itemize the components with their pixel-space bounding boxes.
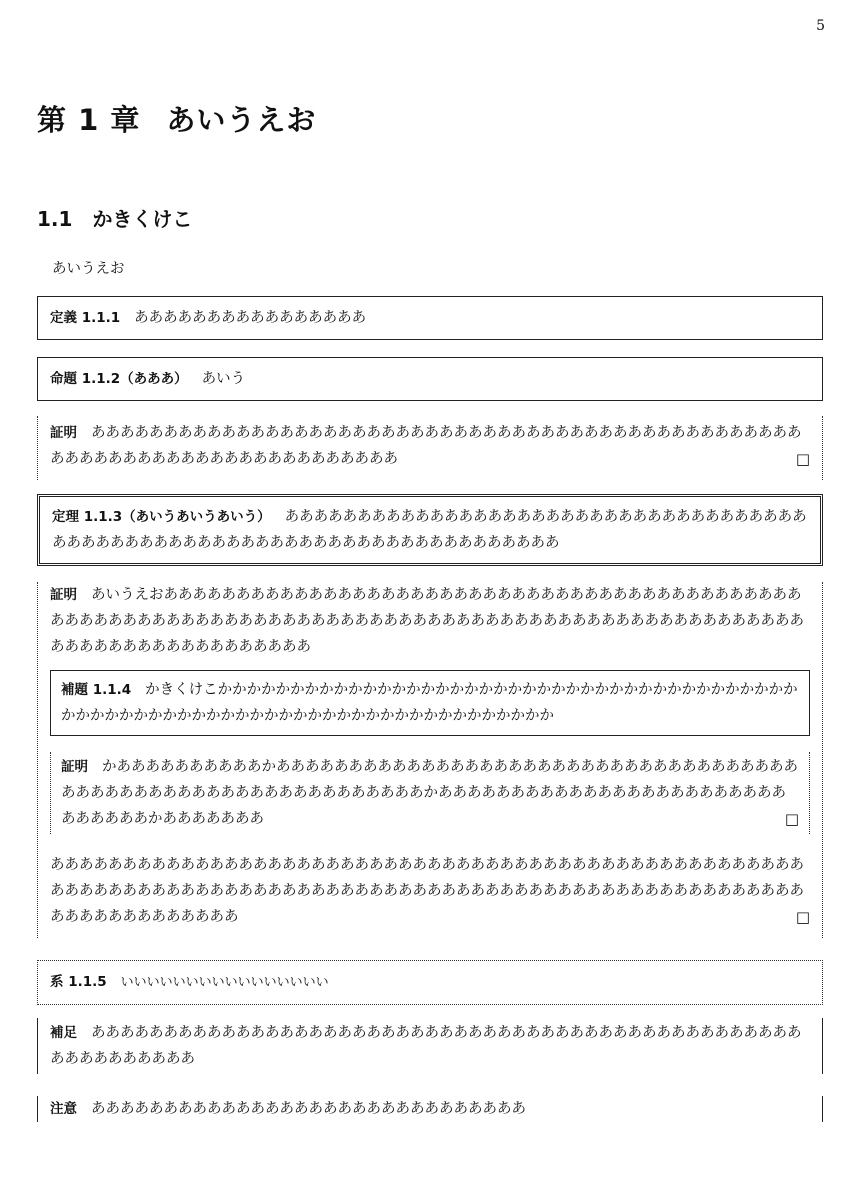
lemma-text: かきくけこかかかかかかかかかかかかかかかかかかかかかかかかかかかかかかかかかかかかかかかかかかかかかかかかかかかかかかかかかかかかかかかかかかかかかかかかかか — [61, 682, 798, 724]
proof-1-label: 証明 — [50, 425, 77, 441]
corollary-text: いいいいいいいいいいいいいいいい — [120, 975, 329, 990]
lemma-body — [61, 677, 799, 729]
theorem-body — [52, 504, 808, 556]
proof-2-body — [50, 582, 810, 660]
proof-2-continuation: あああああああああああああああああああああああああああああああああああああああああああああああああああああああああああああああああああああああああああああああああああああああああああああああああああああああああああああああああああああ — [50, 857, 804, 925]
lemma-label: 補題 1.1.4 — [61, 682, 132, 698]
proof-1-text: あああああああああああああああああああああああああああああああああああああああああああああああああああああああああああああああああああああああああ — [50, 425, 802, 467]
proof-block-2 — [37, 582, 823, 938]
supplement-block — [37, 1018, 823, 1074]
chapter-name: あいうえお — [166, 103, 317, 137]
note-text: ああああああああああああああああああああああああああああああ — [91, 1101, 526, 1117]
lemma-box — [50, 670, 810, 736]
proposition-text: あいう — [201, 371, 246, 387]
qed-symbol: □ — [795, 450, 810, 468]
proposition-label: 命題 1.1.2（あああ） — [50, 371, 188, 387]
subproof-block — [50, 752, 810, 834]
subproof-label: 証明 — [61, 759, 88, 775]
qed-symbol: □ — [784, 810, 799, 828]
corollary-label: 系 1.1.5 — [50, 974, 107, 990]
corollary-box — [37, 960, 823, 1005]
note-label: 注意 — [50, 1101, 77, 1117]
qed-symbol: □ — [795, 908, 810, 926]
section-title — [37, 203, 192, 232]
section-number: 1.1 — [37, 207, 73, 231]
definition-label: 定義 1.1.1 — [50, 310, 121, 326]
proof-block-1 — [37, 416, 823, 480]
theorem-label: 定理 1.1.3（あいうあいうあいう） — [52, 509, 271, 525]
proposition-box — [37, 357, 823, 401]
note-block — [37, 1096, 823, 1122]
intro-text: あいうえお — [52, 261, 125, 277]
definition-text: ああああああああああああああああ — [134, 310, 367, 326]
proof-2-text: あいうえおああああああああああああああああああああああああああああああああああああああああああああああああああああああああああああああああああああああああああああああああああああああああああああああああああああああああああああああああああ — [50, 587, 804, 655]
supplement-body — [50, 1020, 810, 1072]
theorem-box — [37, 494, 823, 566]
definition-box — [37, 296, 823, 340]
supplement-label: 補足 — [50, 1025, 77, 1041]
supplement-text: あああああああああああああああああああああああああああああああああああああああああああああああああああああああああああ — [50, 1025, 802, 1067]
note-body — [50, 1096, 810, 1122]
proof-2-label: 証明 — [50, 587, 77, 603]
theorem-text: あああああああああああああああああああああああああああああああああああああああああああああああああああああああああああああああああああああああ — [52, 509, 807, 551]
page-number: 5 — [816, 18, 825, 34]
subproof-text: かああああああああああかあああああああああああああああああああああああああああああああああああああああああああああああああああああああああああああかああああああああああああああああああああああああああああああかあああああああ — [61, 759, 798, 827]
chapter-title — [37, 98, 316, 139]
chapter-label: 第 1 章 — [37, 103, 141, 137]
section-name: かきくけこ — [92, 207, 193, 231]
